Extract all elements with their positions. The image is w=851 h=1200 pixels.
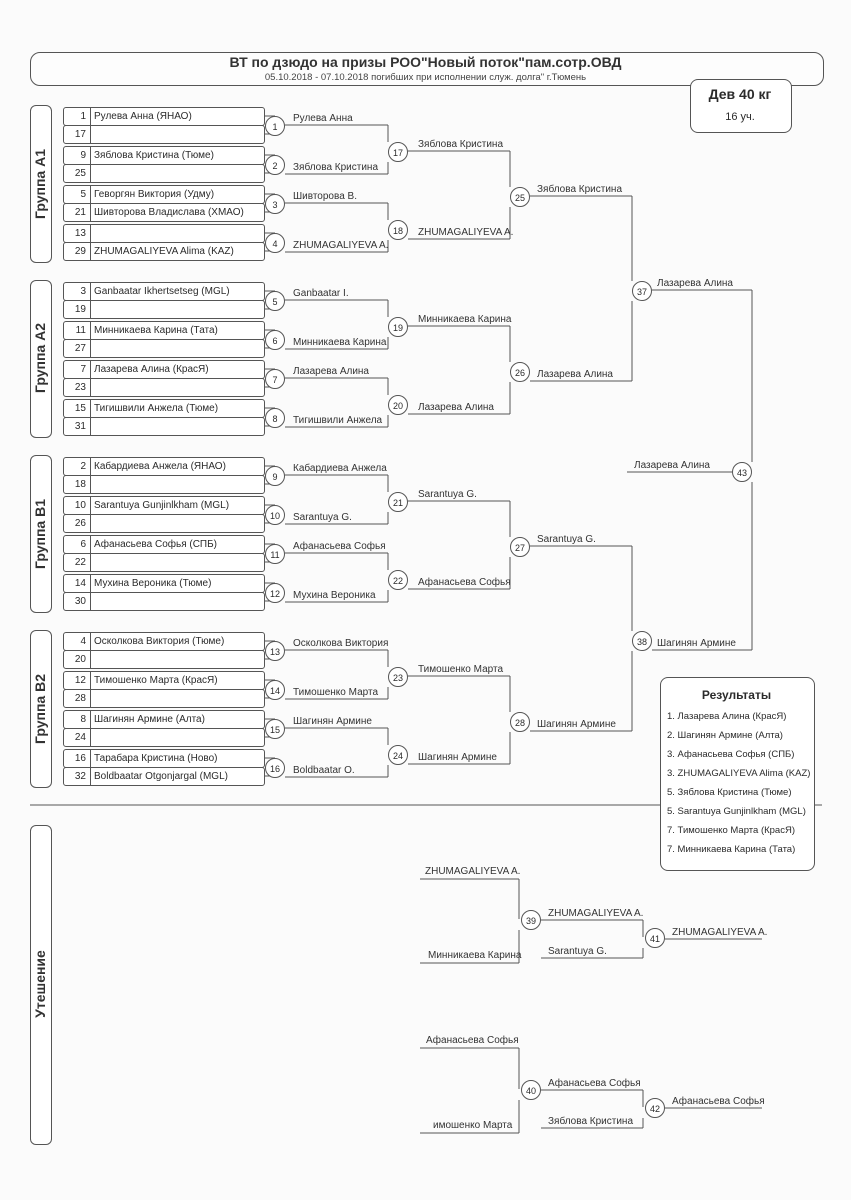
match-node: 43	[732, 462, 752, 482]
rep-41-winner: ZHUMAGALIYEVA A.	[672, 927, 768, 938]
match-winner-label: ZHUMAGALIYEVA A.	[293, 240, 389, 251]
match-node: 2	[265, 155, 285, 175]
match-winner-label: Зяблова Кристина	[537, 184, 623, 195]
seed-number: 12	[74, 675, 86, 686]
category-title: Дев 40 кг	[708, 86, 772, 102]
seed-name: Лазарева Алина (КрасЯ)	[94, 364, 209, 375]
seed-name: Мухина Вероника (Тюме)	[94, 578, 212, 589]
seed-number: 3	[80, 286, 86, 297]
seed-name: Геворгян Виктория (Удму)	[94, 189, 215, 200]
match-node: 25	[510, 187, 530, 207]
seed-number: 21	[74, 207, 86, 218]
match-winner-label: Шагинян Армине	[657, 638, 736, 649]
match-node: 24	[388, 745, 408, 765]
seed-number: 23	[74, 382, 86, 393]
seed-name: Ganbaatar Ikhertsetseg (MGL)	[94, 286, 230, 297]
seed-number: 28	[74, 693, 86, 704]
seed-number: 15	[74, 403, 86, 414]
result-item: 2. Шагинян Армине (Алта)	[667, 730, 783, 741]
match-node: 21	[388, 492, 408, 512]
match-winner-label: Тигишвили Анжела	[293, 415, 383, 426]
match-winner-label: Лазарева Алина	[293, 366, 369, 377]
match-node: 16	[265, 758, 285, 778]
match-winner-label: Афанасьева Софья	[293, 541, 386, 552]
match-winner-label: Рулева Анна	[293, 113, 353, 124]
match-node: 19	[388, 317, 408, 337]
match-node: 28	[510, 712, 530, 732]
match-winner-label: Sarantuya G.	[418, 489, 477, 500]
group-label-b1: Группа В1	[32, 498, 48, 570]
match-node: 3	[265, 194, 285, 214]
seed-name: Sarantuya Gunjinlkham (MGL)	[94, 500, 230, 511]
match-node-39: 39	[521, 910, 541, 930]
seed-name: ZHUMAGALIYEVA Alima (KAZ)	[94, 246, 234, 257]
seed-number: 32	[74, 771, 86, 782]
seed-number: 24	[74, 732, 86, 743]
seed-number: 4	[80, 636, 86, 647]
match-node-40: 40	[521, 1080, 541, 1100]
rep-39-top: ZHUMAGALIYEVA A.	[425, 866, 521, 877]
seed-number: 19	[74, 304, 86, 315]
seed-number: 7	[80, 364, 86, 375]
seed-number: 18	[74, 479, 86, 490]
match-node: 37	[632, 281, 652, 301]
match-node: 11	[265, 544, 285, 564]
seed-number: 8	[80, 714, 86, 725]
match-node: 1	[265, 116, 285, 136]
rep-40-winner: Афанасьева Софья	[548, 1078, 641, 1089]
seed-number: 14	[74, 578, 86, 589]
rep-40-top: Афанасьева Софья	[426, 1035, 519, 1046]
seed-number: 27	[74, 343, 86, 354]
match-winner-label: Минникаева Карина	[293, 337, 387, 348]
match-node-42: 42	[645, 1098, 665, 1118]
match-node: 6	[265, 330, 285, 350]
result-item: 5. Зяблова Кристина (Тюме)	[667, 787, 792, 798]
seed-number: 5	[80, 189, 86, 200]
competition-subtitle: 05.10.2018 - 07.10.2018 погибших при исполнении служ. долга" г.Тюмень	[264, 72, 587, 83]
match-node: 13	[265, 641, 285, 661]
match-node: 4	[265, 233, 285, 253]
seed-number: 20	[74, 654, 86, 665]
consolation-label: Утешение	[32, 950, 48, 1018]
rep-42-bottom: Зяблова Кристина	[548, 1116, 634, 1127]
match-node: 10	[265, 505, 285, 525]
match-node: 9	[265, 466, 285, 486]
participant-count: 16 уч.	[725, 111, 755, 123]
match-winner-label: Мухина Вероника	[293, 590, 376, 601]
match-winner-label: Минникаева Карина	[418, 314, 512, 325]
result-item: 1. Лазарева Алина (КрасЯ)	[667, 711, 787, 722]
seed-name: Тигишвили Анжела (Тюме)	[94, 403, 219, 414]
seed-number: 22	[74, 557, 86, 568]
seed-number: 31	[74, 421, 86, 432]
match-node: 20	[388, 395, 408, 415]
match-node: 38	[632, 631, 652, 651]
match-winner-label: Тимошенко Марта	[418, 664, 503, 675]
seed-name: Boldbaatar Otgonjargal (MGL)	[94, 771, 228, 782]
match-node: 8	[265, 408, 285, 428]
match-node: 27	[510, 537, 530, 557]
match-winner-label: Лазарева Алина	[418, 402, 494, 413]
group-label-b2: Группа В2	[32, 673, 48, 745]
match-node: 18	[388, 220, 408, 240]
match-winner-label: Лазарева Алина	[537, 369, 613, 380]
match-winner-label: Шивторова В.	[293, 191, 357, 202]
result-item: 3. Афанасьева Софья (СПБ)	[667, 749, 795, 760]
seed-name: Шивторова Владислава (ХМАО)	[94, 207, 244, 218]
seed-number: 11	[75, 325, 86, 336]
seed-name: Тарабара Кристина (Ново)	[94, 753, 218, 764]
seed-name: Тимошенко Марта (КрасЯ)	[94, 675, 218, 686]
results-title: Результаты	[701, 688, 772, 702]
seed-number: 29	[74, 246, 86, 257]
match-node: 5	[265, 291, 285, 311]
seed-number: 9	[80, 150, 86, 161]
seed-name: Минникаева Карина (Тата)	[94, 325, 218, 336]
match-winner-label: Шагинян Армине	[293, 716, 372, 727]
seed-number: 17	[74, 129, 86, 140]
match-node: 15	[265, 719, 285, 739]
result-item: 7. Минникаева Карина (Тата)	[667, 844, 796, 855]
seed-number: 13	[74, 228, 86, 239]
rep-39-winner: ZHUMAGALIYEVA A.	[548, 908, 644, 919]
match-winner-label: Лазарева Алина	[634, 460, 710, 471]
match-node-41: 41	[645, 928, 665, 948]
competition-title: ВТ по дзюдо на призы РОО"Новый поток"пам.сотр.ОВД	[229, 54, 622, 70]
result-item: 7. Тимошенко Марта (КрасЯ)	[667, 825, 795, 836]
seed-number: 25	[74, 168, 86, 179]
seed-number: 1	[80, 111, 86, 122]
match-node: 22	[388, 570, 408, 590]
seed-number: 16	[74, 753, 86, 764]
seed-name: Зяблова Кристина (Тюме)	[94, 150, 214, 161]
rep-42-winner: Афанасьева Софья	[672, 1096, 765, 1107]
match-node: 17	[388, 142, 408, 162]
match-winner-label: Осколкова Виктория	[293, 638, 389, 649]
group-label-a2: Группа А2	[32, 322, 48, 394]
match-node: 23	[388, 667, 408, 687]
result-item: 5. Sarantuya Gunjinlkham (MGL)	[667, 806, 806, 817]
seed-name: Осколкова Виктория (Тюме)	[94, 636, 225, 647]
rep-39-bottom: Минникаева Карина	[428, 950, 522, 961]
match-winner-label: Тимошенко Марта	[293, 687, 378, 698]
seed-name: Афанасьева Софья (СПБ)	[94, 539, 218, 550]
rep-40-bottom: имошенко Марта	[433, 1120, 513, 1131]
match-winner-label: Boldbaatar O.	[293, 765, 355, 776]
seed-number: 6	[80, 539, 86, 550]
seed-number: 26	[74, 518, 86, 529]
match-node: 26	[510, 362, 530, 382]
match-winner-label: Зяблова Кристина	[293, 162, 379, 173]
match-node: 12	[265, 583, 285, 603]
match-winner-label: Шагинян Армине	[418, 752, 497, 763]
match-winner-label: Кабардиева Анжела	[293, 463, 387, 474]
match-winner-label: Лазарева Алина	[657, 278, 733, 289]
match-winner-label: Зяблова Кристина	[418, 139, 504, 150]
seed-name: Шагинян Армине (Алта)	[94, 714, 205, 725]
seed-number: 10	[74, 500, 86, 511]
group-label-a1: Группа А1	[32, 148, 48, 220]
seed-number: 30	[74, 596, 86, 607]
result-item: 3. ZHUMAGALIYEVA Alima (KAZ)	[667, 768, 811, 779]
match-winner-label: Sarantuya G.	[293, 512, 352, 523]
match-winner-label: Sarantuya G.	[537, 534, 596, 545]
match-winner-label: Ganbaatar I.	[293, 288, 349, 299]
match-winner-label: ZHUMAGALIYEVA A.	[418, 227, 514, 238]
seed-name: Кабардиева Анжела (ЯНАО)	[94, 461, 226, 472]
seed-name: Рулева Анна (ЯНАО)	[94, 111, 192, 122]
match-winner-label: Афанасьева Софья	[418, 577, 511, 588]
rep-41-bottom: Sarantuya G.	[548, 946, 607, 957]
match-winner-label: Шагинян Армине	[537, 719, 616, 730]
seed-number: 2	[80, 461, 86, 472]
match-node: 14	[265, 680, 285, 700]
match-node: 7	[265, 369, 285, 389]
